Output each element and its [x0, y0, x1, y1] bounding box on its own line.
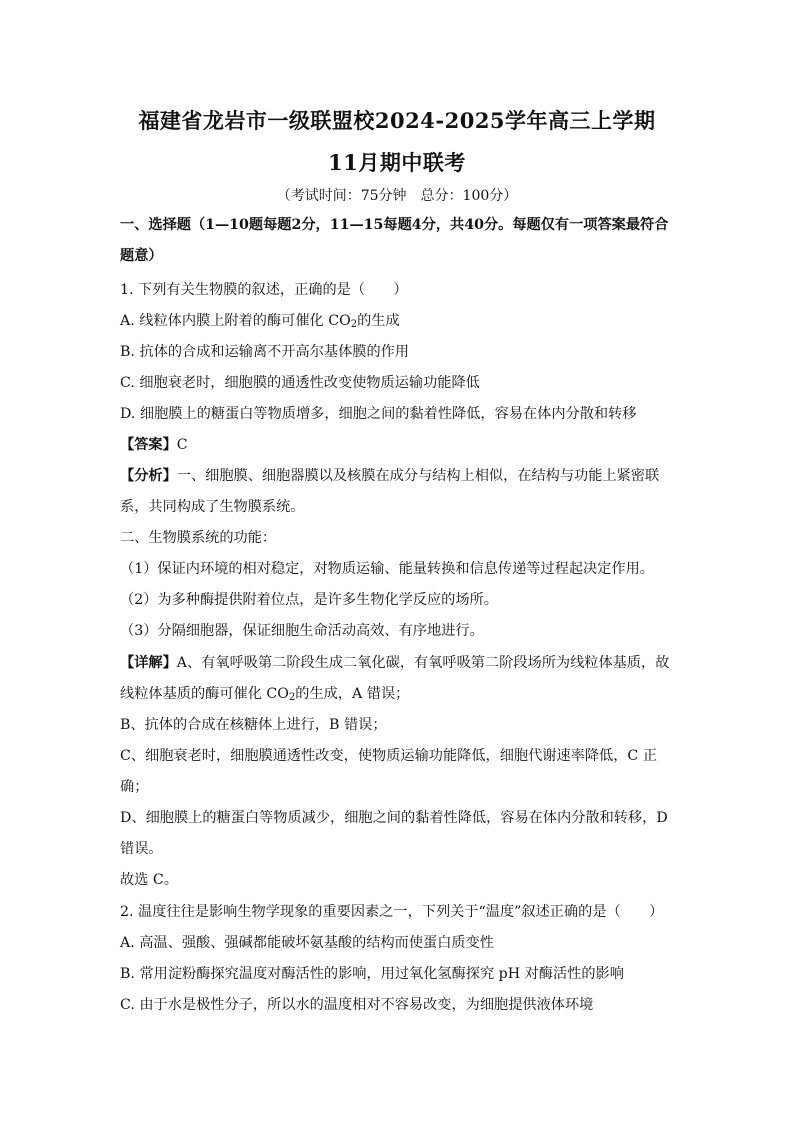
- question-2-option-c: C. 由于水是极性分子，所以水的温度相对不容易改变，为细胞提供液体环境: [120, 997, 594, 1013]
- analysis-line: （3）分隔细胞器，保证细胞生命活动高效、有序地进行。: [120, 623, 484, 639]
- question-2-option-b: B. 常用淀粉酶探究温度对酶活性的影响，用过氧化氢酶探究 pH 对酶活性的影响: [120, 966, 624, 982]
- question-1-option-c: C. 细胞衰老时，细胞膜的通透性改变使物质运输功能降低: [120, 375, 480, 391]
- analysis-line: （2）为多种酶提供附着位点，是许多生物化学反应的场所。: [120, 592, 498, 608]
- detail-line: 确；: [120, 779, 149, 795]
- exam-info: （考试时间：75分钟 总分：100分）: [276, 188, 518, 204]
- question-1-conclusion: 故选 C。: [120, 872, 178, 888]
- document-title-line1: 福建省龙岩市一级联盟校2024-2025学年高三上学期: [138, 108, 656, 133]
- question-2-stem: 2. 温度往往是影响生物学现象的重要因素之一，下列关于“温度”叙述正确的是（ ）: [120, 904, 664, 920]
- question-2-option-a: A. 高温、强酸、强碱都能破坏氨基酸的结构而使蛋白质变性: [120, 935, 494, 951]
- detail-line: C、细胞衰老时，细胞膜通透性改变，使物质运输功能降低，细胞代谢速率降低，C 正: [120, 748, 657, 764]
- section-heading: 一、选择题（1—10题每题2分，11—15每题4分，共40分。每题仅有一项答案最符合: [120, 217, 669, 233]
- question-1-option-d: D. 细胞膜上的糖蛋白等物质增多，细胞之间的黏着性降低，容易在体内分散和转移: [120, 406, 637, 422]
- analysis-line: 系，共同构成了生物膜系统。: [120, 499, 305, 515]
- question-1-option-b: B. 抗体的合成和运输离不开高尔基体膜的作用: [120, 344, 410, 360]
- analysis-line: （1）保证内环境的相对稳定，对物质运输、能量转换和信息传递等过程起决定作用。: [120, 561, 654, 577]
- detail-line: D、细胞膜上的糖蛋白等物质减少，细胞之间的黏着性降低，容易在体内分散和转移，D: [120, 810, 668, 826]
- document-title-line2: 11月期中联考: [328, 150, 466, 175]
- question-1-stem: 1. 下列有关生物膜的叙述，正确的是（ ）: [120, 282, 408, 298]
- analysis-line: 二、生物膜系统的功能：: [120, 530, 277, 546]
- question-1-answer: 【答案】C: [120, 437, 188, 453]
- detail-line: 线粒体基质的酶可催化 $CO_2$的生成，A 错误；: [120, 686, 410, 703]
- detail-line: 错误。: [120, 841, 163, 857]
- detail-line: B、抗体的合成在核糖体上进行，B 错误；: [120, 717, 387, 733]
- question-1-detail: 【详解】A、有氧呼吸第二阶段生成二氧化碳，有氧呼吸第二阶段场所为线粒体基质，故: [120, 655, 670, 671]
- section-heading-cont: 题意）: [120, 248, 163, 264]
- question-1-analysis: 【分析】一、细胞膜、细胞器膜以及核膜在成分与结构上相似，在结构与功能上紧密联: [120, 468, 660, 484]
- question-1-option-a: A. 线粒体内膜上附着的酶可催化 $CO_2$的生成: [120, 313, 400, 330]
